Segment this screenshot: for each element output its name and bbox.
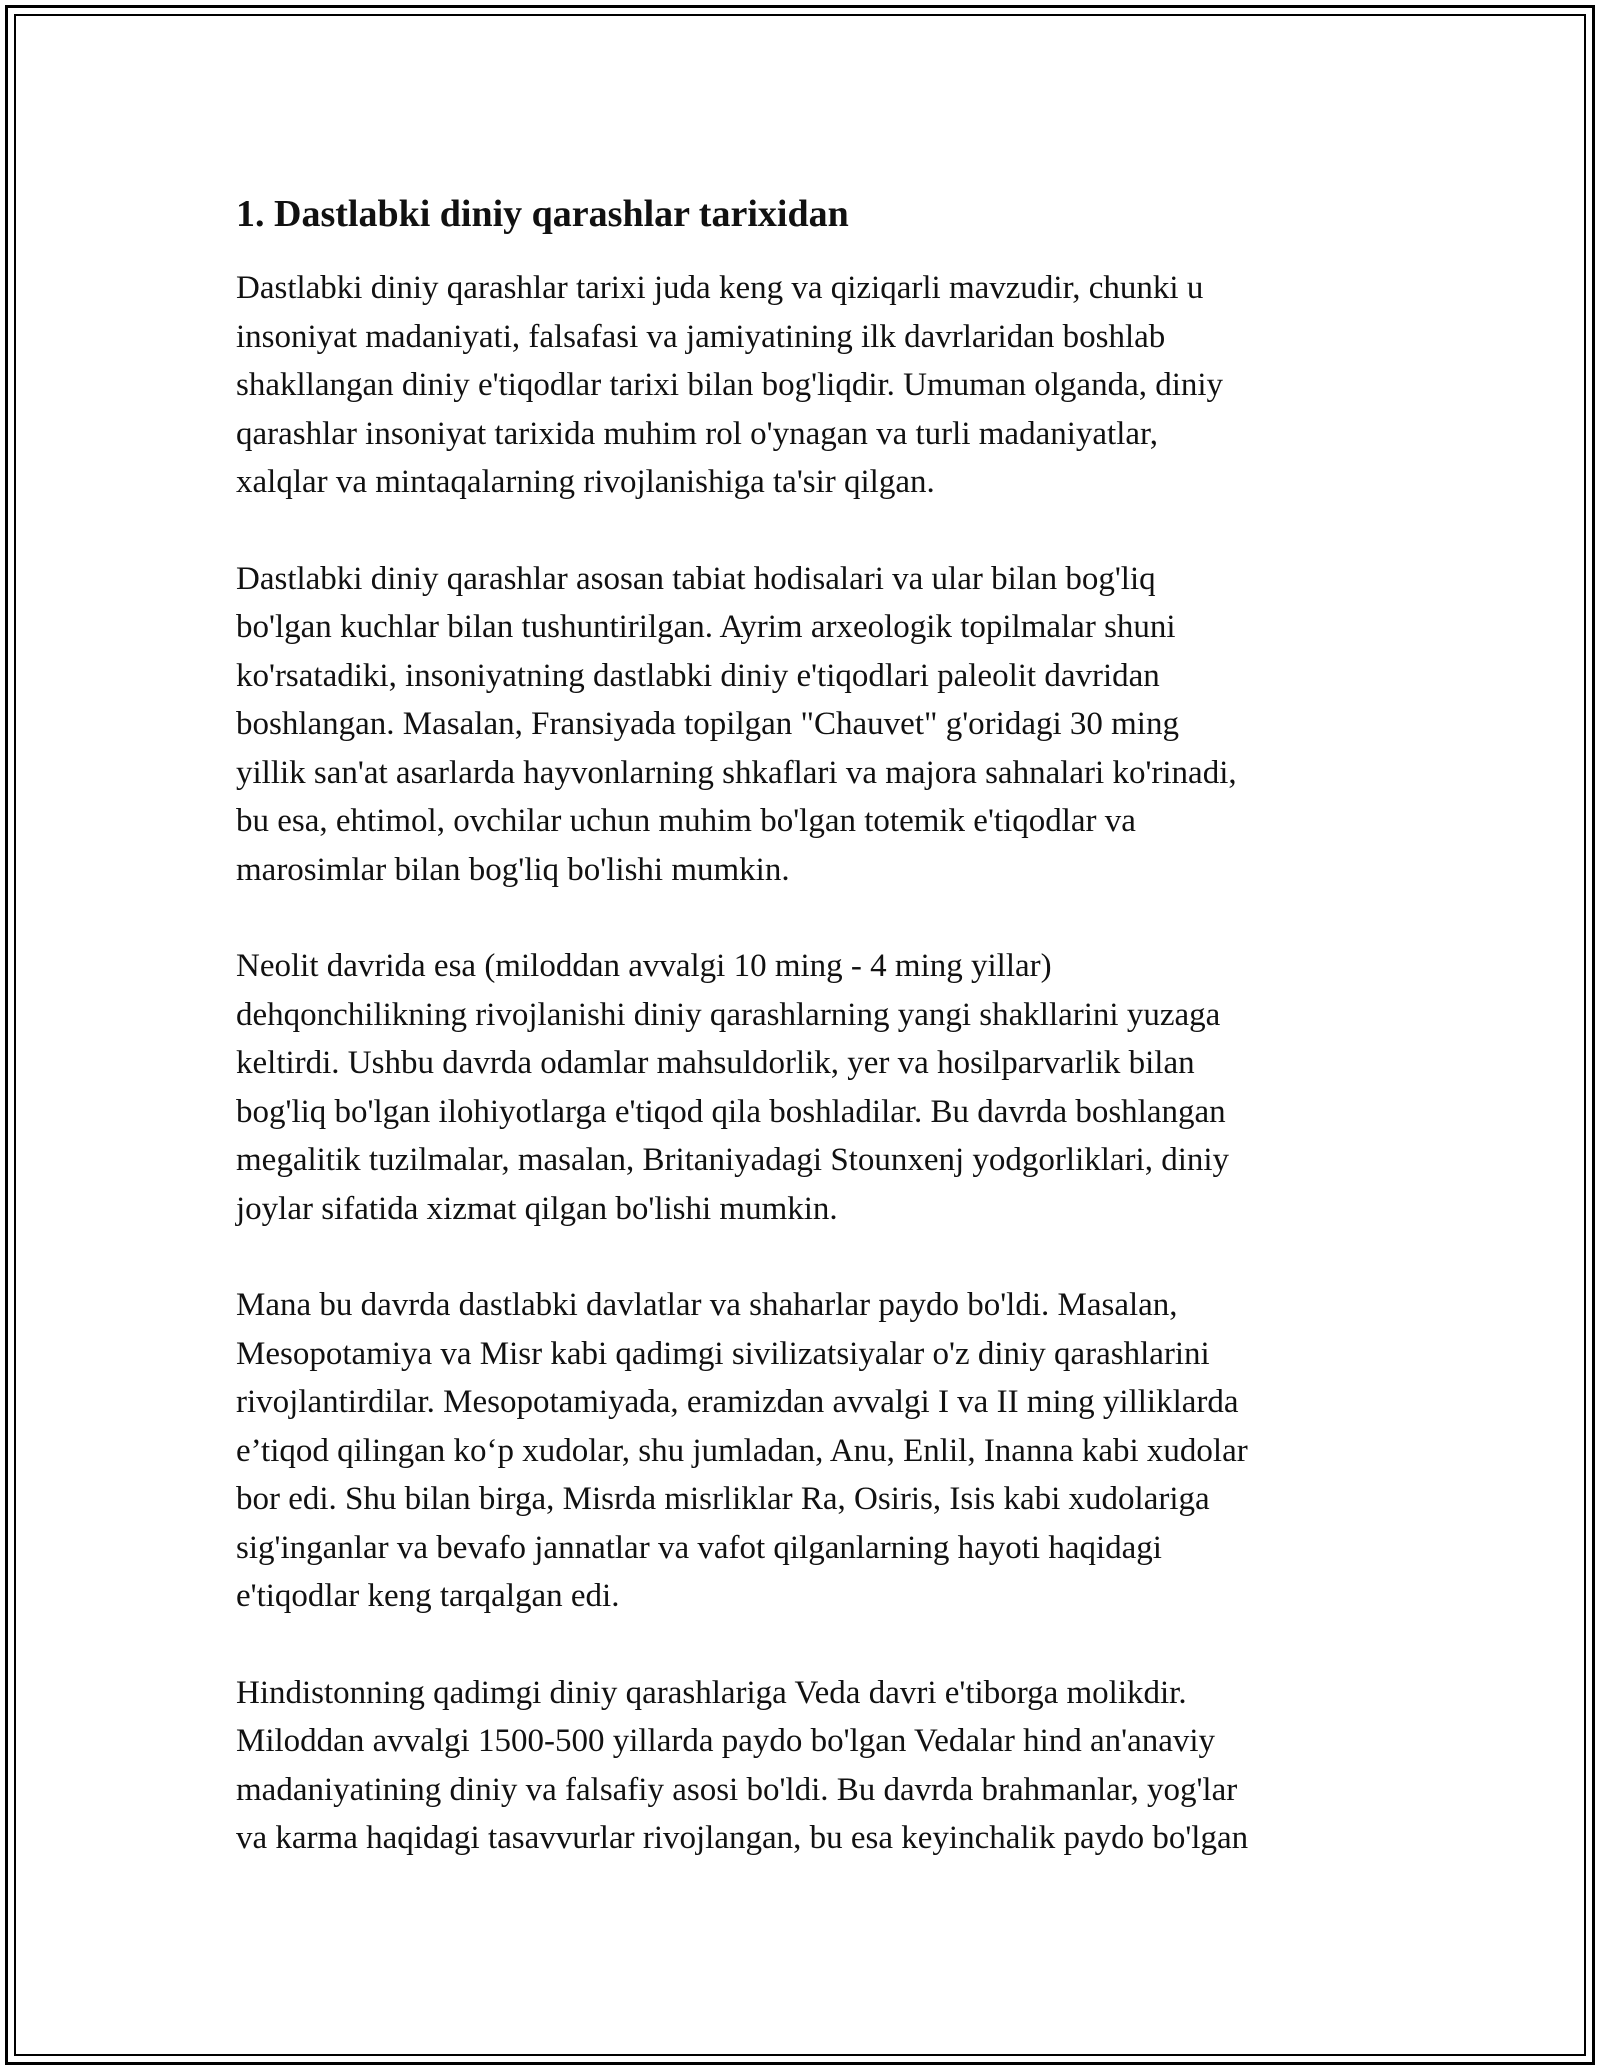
paragraph-2: [236, 555, 1386, 895]
paragraph-line: sig'inganlar va bevafo jannatlar va vafot qilganlarning hayoti haqidagi: [236, 1529, 1162, 1566]
paragraph-4: [236, 1281, 1386, 1621]
paragraph-line: insoniyat madaniyati, falsafasi va jamiyatining ilk davrlaridan boshlab: [236, 318, 1166, 355]
paragraph-line: Mesopotamiya va Misr kabi qadimgi sivilizatsiyalar o'z diniy qarashlarini: [236, 1335, 1210, 1372]
section-heading: 1. Dastlabki diniy qarashlar tarixidan: [236, 193, 849, 235]
paragraph-line: joylar sifatida xizmat qilgan bo'lishi mumkin.: [236, 1190, 838, 1227]
paragraph-line: va karma haqidagi tasavvurlar rivojlangan, bu esa keyinchalik paydo bo'lgan: [236, 1820, 1249, 1856]
paragraph-line: Dastlabki diniy qarashlar tarixi juda keng va qiziqarli mavzudir, chunki u: [236, 270, 1204, 306]
paragraph-3: [236, 942, 1386, 1233]
paragraph-line: e’tiqod qilingan ko‘p xudolar, shu jumladan, Anu, Enlil, Inanna kabi xudolar: [236, 1432, 1248, 1469]
paragraph-line: boshlangan. Masalan, Fransiyada topilgan "Chauvet" g'oridagi 30 ming: [236, 706, 1179, 742]
paragraph-line: megalitik tuzilmalar, masalan, Britaniyadagi Stounxenj yodgorliklari, diniy: [236, 1142, 1230, 1178]
paragraph-line: bu esa, ehtimol, ovchilar uchun muhim bo'lgan totemik e'tiqodlar va: [236, 803, 1136, 839]
paragraph-1: [236, 264, 1386, 507]
paragraph-line: madaniyatining diniy va falsafiy asosi bo'ldi. Bu davrda brahmanlar, yog'lar: [236, 1771, 1238, 1808]
paragraph-line: bo'lgan kuchlar bilan tushuntirilgan. Ayrim arxeologik topilmalar shuni: [236, 609, 1176, 645]
paragraph-line: bog'liq bo'lgan ilohiyotlarga e'tiqod qila boshladilar. Bu davrda boshlangan: [236, 1093, 1226, 1130]
paragraph-line: ko'rsatadiki, insoniyatning dastlabki diniy e'tiqodlari paleolit davridan: [236, 657, 1160, 694]
paragraph-line: qarashlar insoniyat tarixida muhim rol o'ynagan va turli madaniyatlar,: [236, 415, 1158, 452]
paragraph-line: xalqlar va mintaqalarning rivojlanishiga ta'sir qilgan.: [236, 464, 935, 500]
paragraph-line: rivojlantirdilar. Mesopotamiyada, eramizdan avvalgi I va II ming yilliklarda: [236, 1384, 1239, 1420]
paragraph-line: e'tiqodlar keng tarqalgan edi.: [236, 1578, 620, 1614]
paragraph-line: Mana bu davrda dastlabki davlatlar va shaharlar paydo bo'ldi. Masalan,: [236, 1287, 1178, 1323]
paragraph-line: shakllangan diniy e'tiqodlar tarixi bilan bog'liqdir. Umuman olganda, diniy: [236, 367, 1224, 403]
paragraph-line: yillik san'at asarlarda hayvonlarning shkaflari va majora sahnalari ko'rinadi,: [236, 754, 1237, 791]
paragraph-line: Neolit davrida esa (miloddan avvalgi 10 ming - 4 ming yillar): [236, 948, 1052, 984]
paragraph-line: bor edi. Shu bilan birga, Misrda misrliklar Ra, Osiris, Isis kabi xudolariga: [236, 1481, 1210, 1517]
paragraph-line: Dastlabki diniy qarashlar asosan tabiat hodisalari va ular bilan bog'liq: [236, 560, 1156, 597]
paragraph-line: Hindistonning qadimgi diniy qarashlariga Veda davri e'tiborga molikdir.: [236, 1674, 1187, 1711]
paragraph-5: [236, 1669, 1386, 1863]
paragraph-line: Miloddan avvalgi 1500-500 yillarda paydo bo'lgan Vedalar hind an'anaviy: [236, 1723, 1216, 1759]
paragraph-line: keltirdi. Ushbu davrda odamlar mahsuldorlik, yer va hosilparvarlik bilan: [236, 1045, 1195, 1081]
paragraph-line: dehqonchilikning rivojlanishi diniy qarashlarning yangi shakllarini yuzaga: [236, 996, 1221, 1033]
paragraph-line: marosimlar bilan bog'liq bo'lishi mumkin.: [236, 851, 790, 888]
document-body: [236, 186, 1386, 1911]
